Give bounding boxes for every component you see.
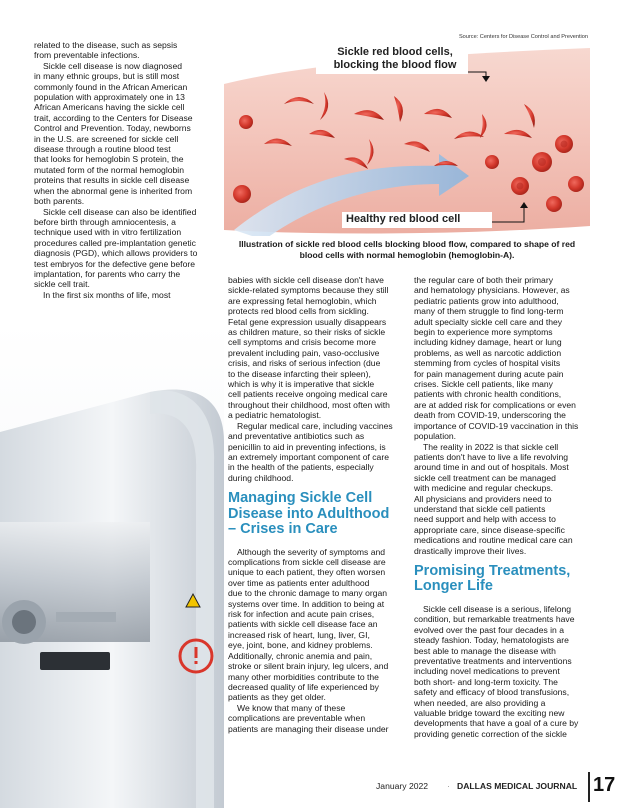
section-heading-managing: Managing Sickle Cell Disease into Adulthood – Crises in Care bbox=[228, 490, 390, 538]
column-3 bbox=[414, 275, 590, 739]
column-2-paragraph: We know that many of these complications are preventable when patients are managing their disease under bbox=[228, 702, 389, 734]
column-3-paragraph: the regular care of both their primary and hematology physicians. However, as pediatric patients grow into adulthood, many of them struggle to find long-term adult specialty sickle cell care and they begin to experience more symptoms including kidney damage, heart or lung problems, as well as narcotic addiction stemming from cycles of hospital visits for pain management during acute pain crises. Sickle cell patients, like many patients with chronic health conditions, are at added risk for complications or even death from COVID-19, underscoring the importance of COVID-19 vaccination in this population. bbox=[414, 275, 579, 442]
column-1-paragraph: In the first six months of life, most bbox=[43, 289, 171, 300]
column-2-paragraph: Regular medical care, including vaccines and preventative antibiotics such as penicillin to aid in preventing infections, is an extremely important component of care in the health of the patients, especially during childhood. bbox=[228, 420, 393, 483]
column-3-paragraph: Sickle cell disease is a serious, lifelong condition, but remarkable treatments have evolved over the past four decades in a steady fashion. Today, hematologists are best able to manage the disease with preventative treatments and interventions including novel medications to prevent both short- and long-term toxicity. The safety and efficacy of blood transfusions, when needed, are also providing a valuable bridge toward the exciting new developments that have a goal of a cure by providing genetic correction of the sickle bbox=[414, 603, 579, 739]
sickle-cell-illustration bbox=[224, 44, 590, 236]
column-2-paragraph: babies with sickle cell disease don't have sickle-related symptoms because they still are expressing fetal hemoglobin, which protects red blood cells from sickling. Fetal gene expression usually disappears as children mature, so their risks of sickle cell symptoms and crisis become more prevalent including pain, vaso-occlusive crisis, and risks of serious infection (due to the disease infarcting their spleen), which is why it is imperative that sickle cell patients receive ongoing medical care throughout their childhood, most often with a pediatric hematologist. bbox=[228, 275, 390, 421]
blood-vessel-drawing bbox=[224, 44, 590, 236]
column-1-paragraph: Sickle cell disease can also be identified before birth through amniocentesis, a technique used with in vitro fertilization procedures called pre-implantation genetic diagnosis (PGD), which allows providers to test embryos for the defective gene before implantation, for parents who carry the sickle cell trait. bbox=[34, 206, 198, 290]
column-2 bbox=[228, 275, 408, 734]
footer-separator: · bbox=[447, 781, 450, 791]
column-2-paragraph: Although the severity of symptoms and complications from sickle cell disease are unique to each patient, they often worsen over time as patients enter adulthood due to the chronic damage to many organ systems over time. In addition to being at risk for infection and acute pain crises, patients with sickle cell disease face an increased risk of heart, lung, liver, GI, eye, joint, bone, and kidney problems. Additionally, chronic anemia and pain, stroke or silent brain injury, leg ulcers, and many other morbidities contribute to the decreased quality of life experienced by patients as they get older. bbox=[228, 546, 389, 703]
column-1-paragraph: related to the disease, such as sepsis from preventable infections. bbox=[34, 40, 178, 61]
page-number: 17 bbox=[593, 774, 616, 796]
footer-journal-name: DALLAS MEDICAL JOURNAL bbox=[457, 781, 578, 791]
column-3-paragraph: The reality in 2022 is that sickle cell patients don't have to live a life revolving around time in and out of hospitals. Most sickle cell treatment can be managed with medicine and regular checkups. All physicians and providers need to understand that sickle cell patients need support and help with access to appropriate care, since disease-specific medications and routine medical care can drastically improve their lives. bbox=[414, 441, 573, 556]
section-heading-promising: Promising Treatments, Longer Life bbox=[414, 562, 571, 595]
sickle-cells-label: Sickle red blood cells, blocking the blood flow bbox=[333, 46, 457, 71]
footer-divider bbox=[588, 772, 590, 802]
lab-equipment-photo bbox=[0, 322, 224, 808]
column-1 bbox=[34, 40, 214, 300]
healthy-cell-label: Healthy red blood cell bbox=[346, 213, 461, 225]
figure-caption: Illustration of sickle red blood cells blocking blood flow, compared to shape of red blood cells with normal hemoglobin (hemoglobin-A). bbox=[238, 239, 576, 260]
figure-source: Source: Centers for Disease Control and Prevention bbox=[458, 34, 588, 40]
column-1-paragraph: Sickle cell disease is now diagnosed in many ethnic groups, but is still most commonly found in the African American population with approximately one in 13 African Americans having the sickle cell trait, according to the Centers for Disease Control and Prevention. Today, newborns in the U.S. are screened for sickle cell disease through a routine blood test that looks for hemoglobin S protein, the mutated form of the normal hemoglobin proteins that results in sickle cell disease when the abnormal gene is inherited from both parents. bbox=[34, 60, 193, 207]
footer-issue-date: January 2022 bbox=[376, 781, 429, 791]
